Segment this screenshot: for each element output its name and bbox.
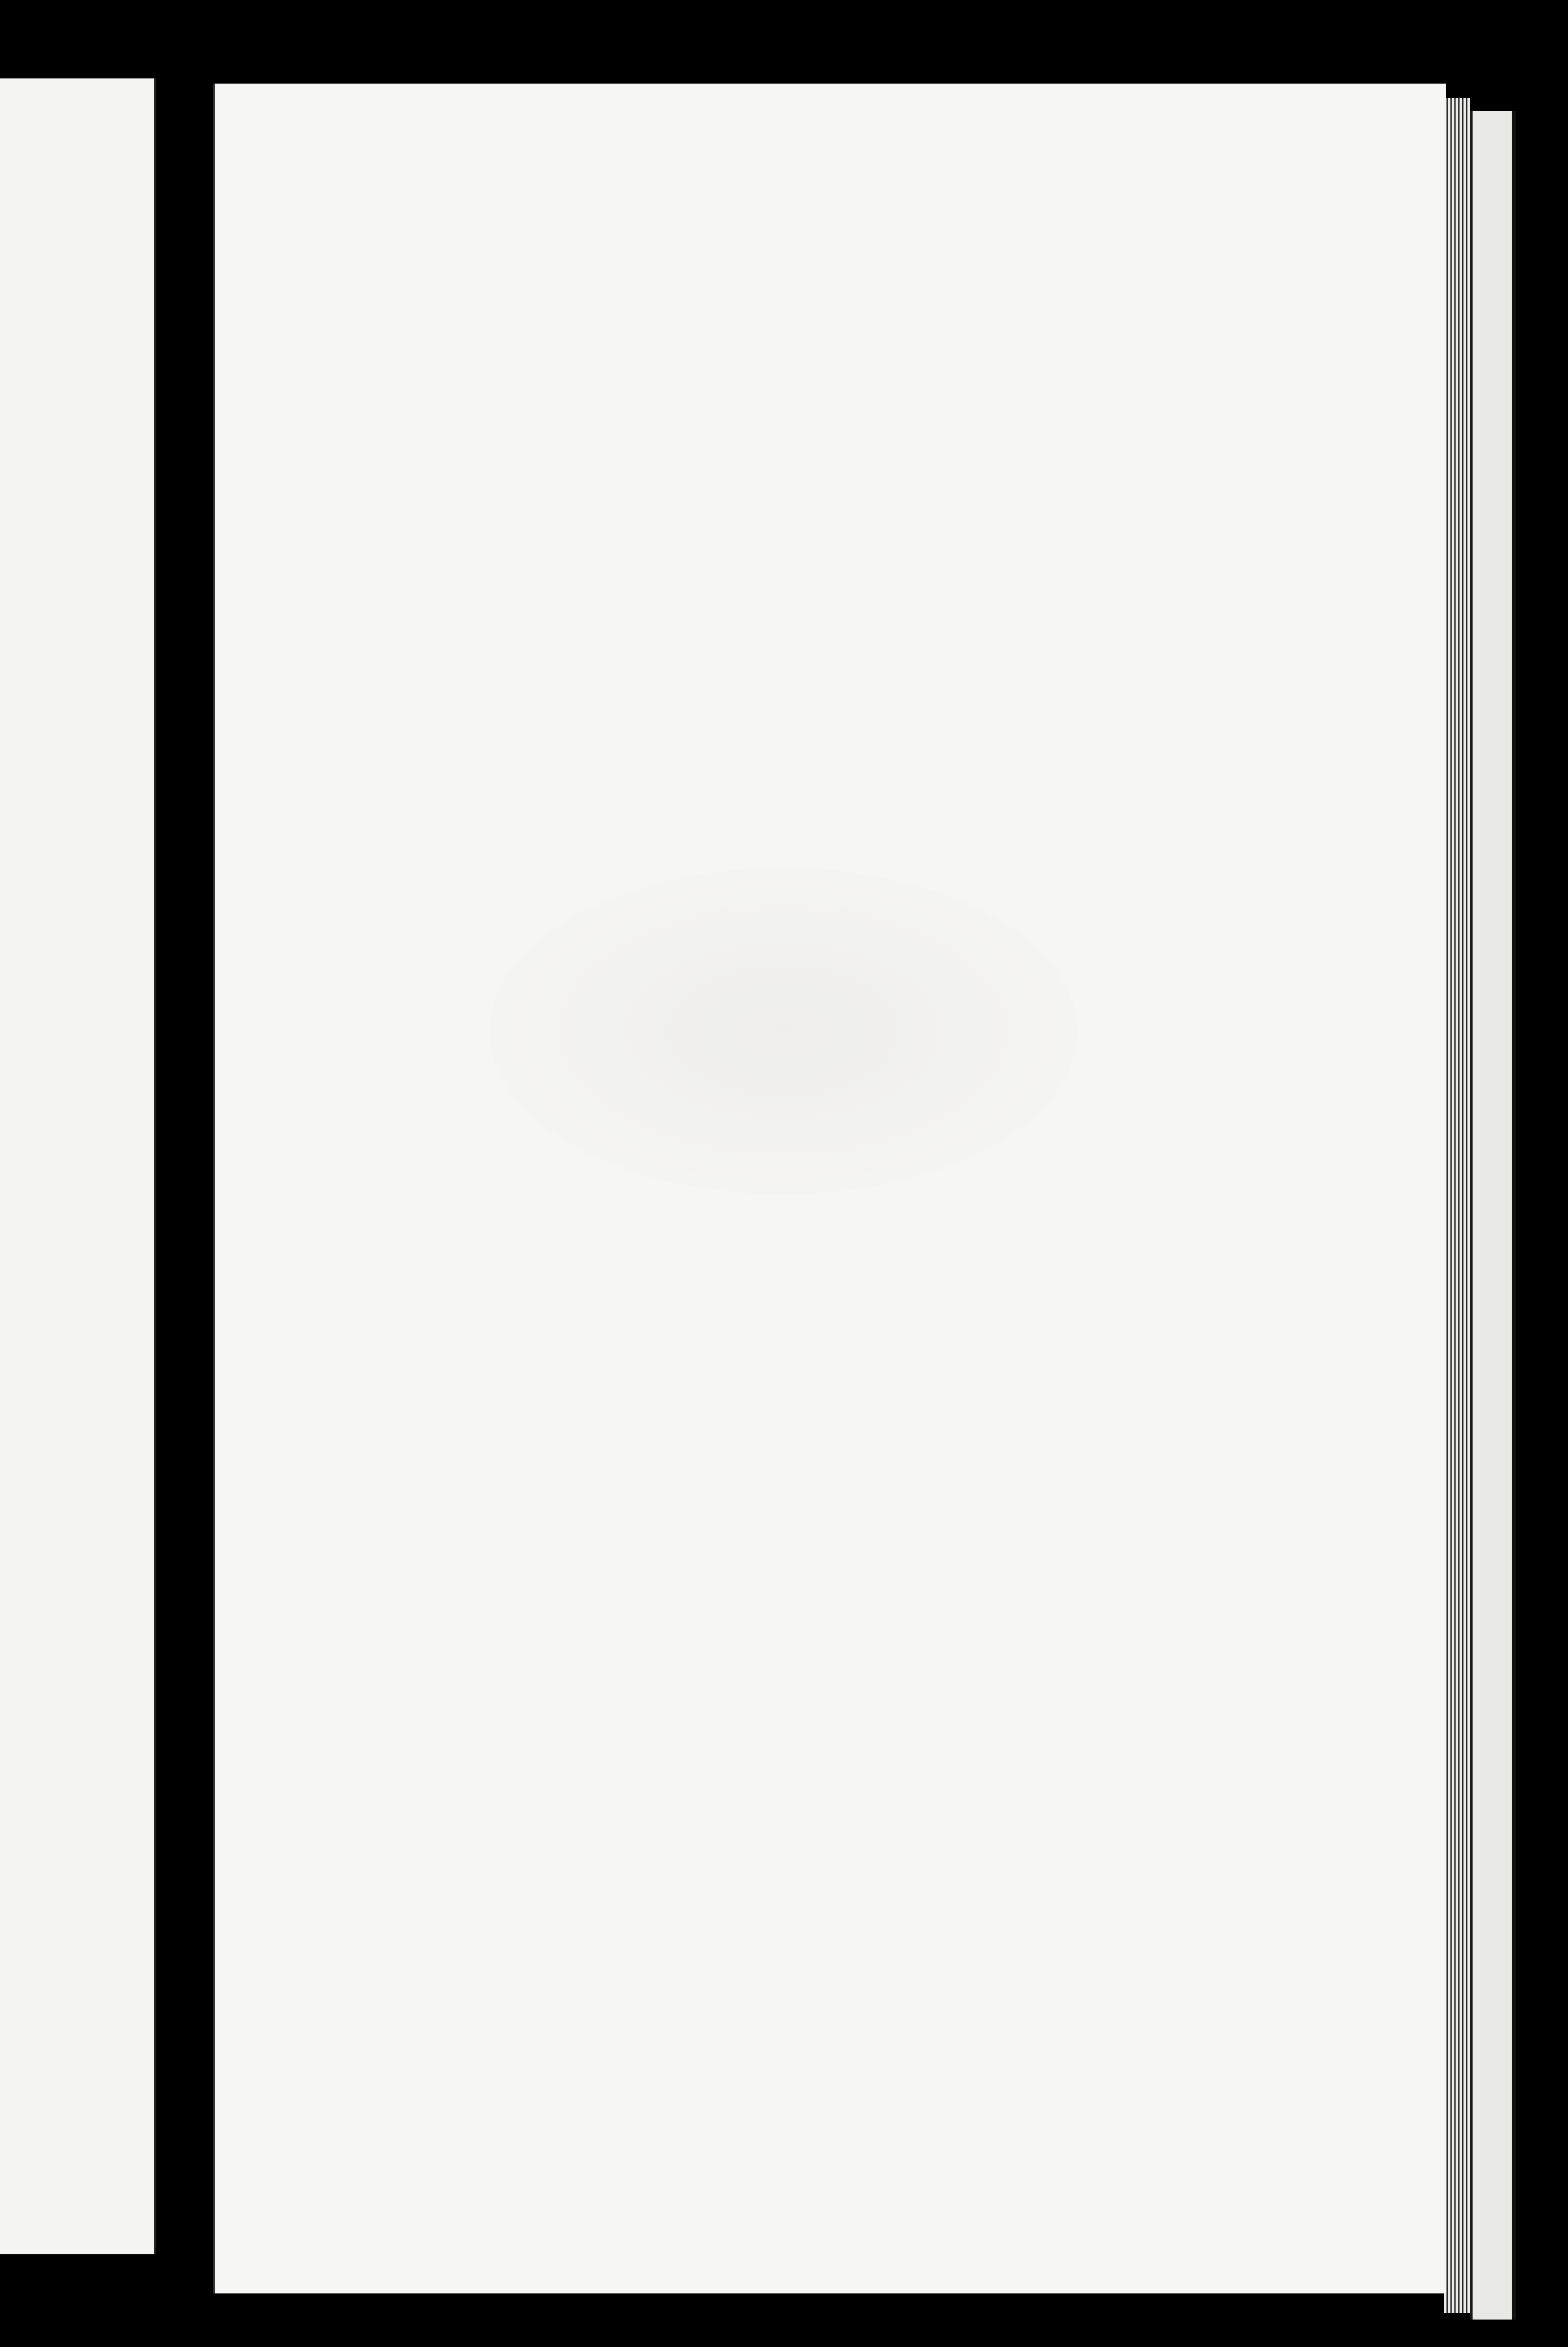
right-page — [213, 84, 1446, 2293]
page-edges — [1444, 98, 1470, 2313]
paper-stain — [489, 868, 1077, 1194]
left-page-fragment — [0, 78, 156, 2254]
book-edge — [1470, 111, 1516, 2320]
